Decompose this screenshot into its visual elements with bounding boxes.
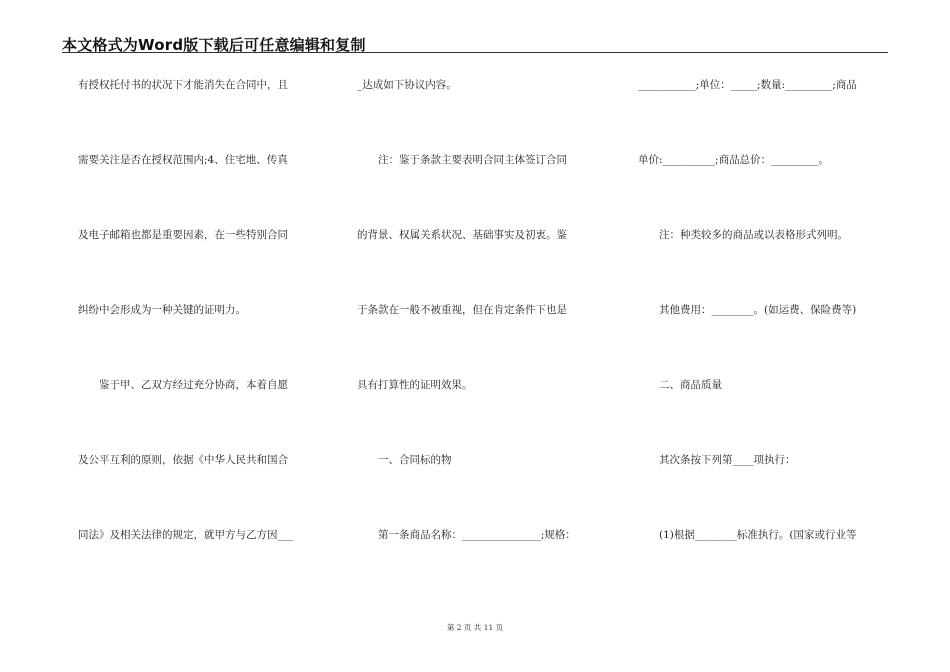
text-line: ___________;单位：_____;数量:_________;商品	[638, 79, 857, 91]
header-divider	[62, 52, 888, 53]
text-line: 其他费用：________。(如运费、保险费等)	[638, 304, 857, 316]
text-line: 具有打算性的证明效果。	[357, 379, 473, 391]
text-line: _达成如下协议内容。	[357, 79, 457, 91]
text-line: 一、合同标的物	[357, 454, 452, 466]
text-line: 于条款在一般不被重视，但在肯定条件下也是	[357, 304, 567, 316]
text-line: 及电子邮箱也都是重要因素，在一些特别合同	[78, 229, 288, 241]
text-line: 二、商品质量	[638, 379, 722, 391]
text-line: 注：种类较多的商品或以表格形式列明。	[638, 229, 848, 241]
text-line: 及公平互利的原则，依据《中华人民共和国合	[78, 454, 288, 466]
text-line: 鉴于甲、乙双方经过充分协商，本着自愿	[78, 379, 288, 391]
text-line: 其次条按下列第____项执行：	[638, 454, 796, 466]
text-line: 第一条商品名称：_______________;规格：	[357, 529, 576, 541]
document-header-title: 本文格式为Word版下载后可任意编辑和复制	[62, 36, 366, 54]
text-line: 有授权托付书的状况下才能消失在合同中，且	[78, 79, 288, 91]
text-line: (1)根据________标准执行。(国家或行业等	[638, 529, 857, 541]
text-line: 单价:__________;商品总价：_________。	[638, 154, 829, 166]
text-line: 的背景、权属关系状况、基础事实及初衷。鉴	[357, 229, 567, 241]
text-line: 注：鉴于条款主要表明合同主体签订合同	[357, 154, 567, 166]
page-number: 第 2 页 共 11 页	[446, 623, 504, 632]
text-line: 需要关注是否在授权范围内;4、住宅地、传真	[78, 154, 288, 166]
text-line: 同法》及相关法律的规定，就甲方与乙方因___	[78, 529, 294, 541]
text-line: 纠纷中会形成为一种关键的证明力。	[78, 304, 246, 316]
